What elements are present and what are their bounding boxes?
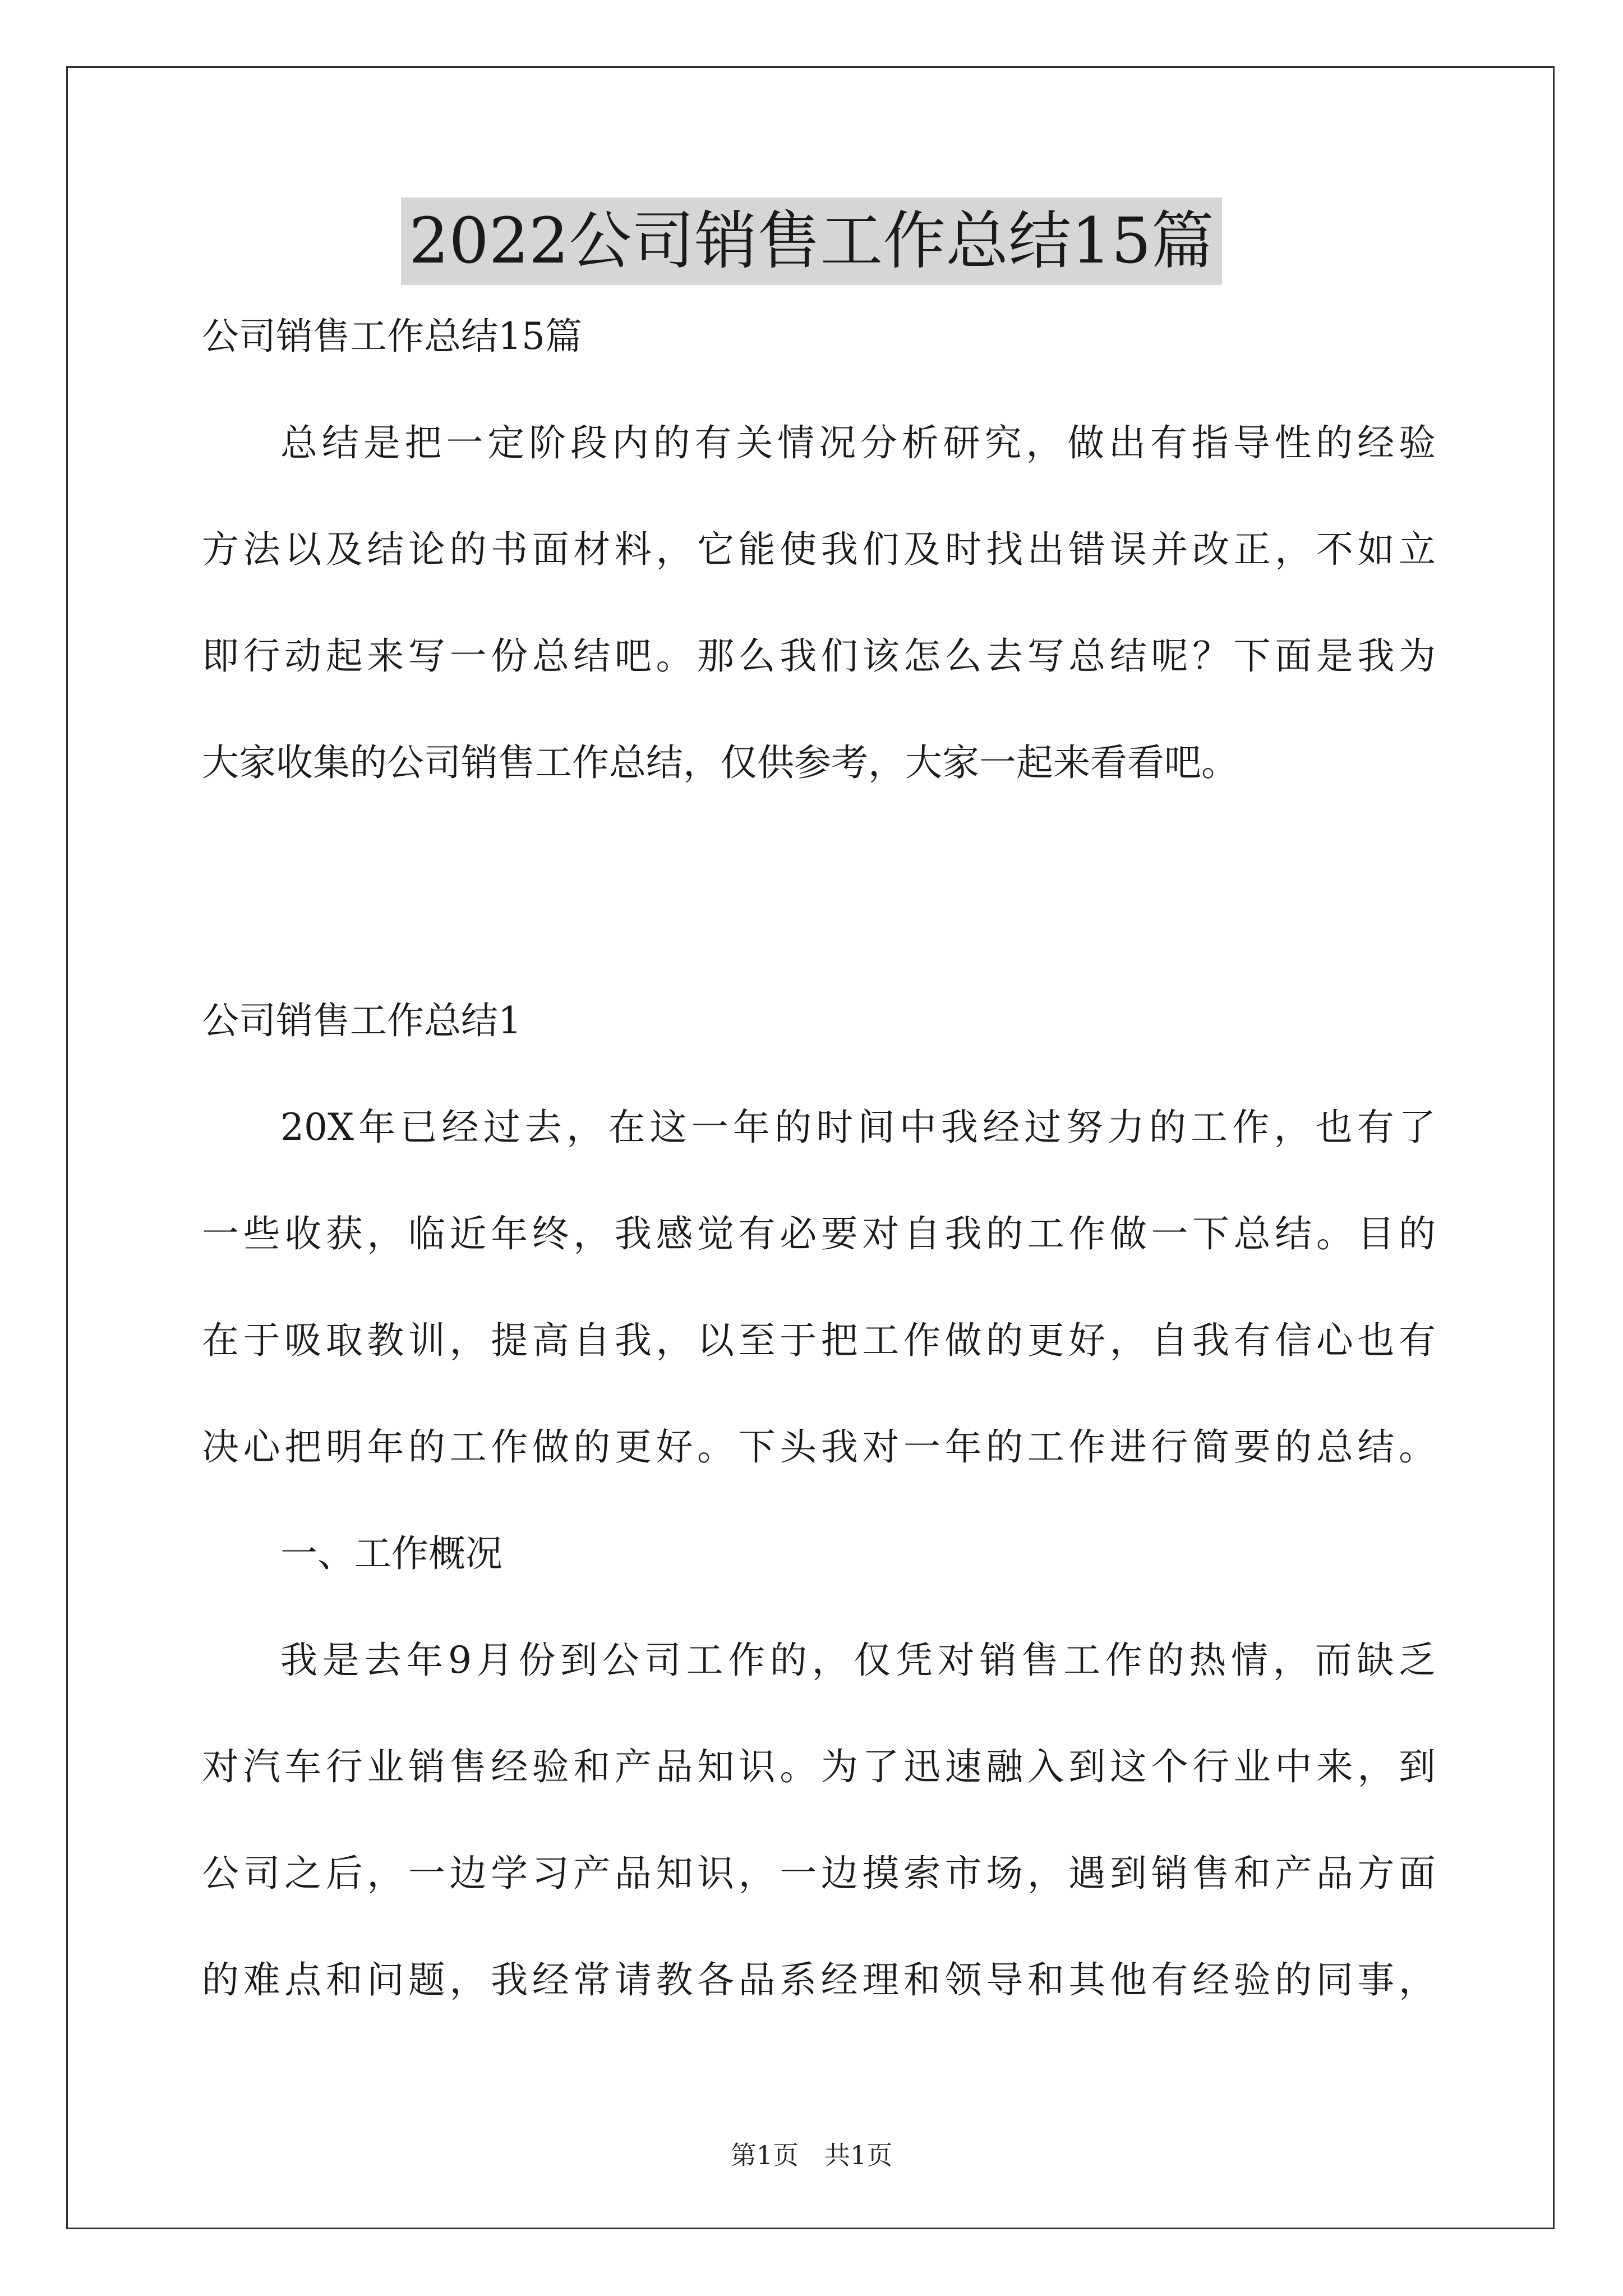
document-title <box>0 197 1623 276</box>
section-heading: 公司销售工作总结1 <box>202 999 522 1042</box>
document-title-text: 2022公司销售工作总结15篇 <box>401 197 1222 285</box>
intro-line: 总结是把一定阶段内的有关情况分析研究，做出有指导性的经验 <box>280 421 1436 464</box>
page-footer <box>0 2138 1623 2172</box>
paragraph-line: 在于吸取教训，提高自我，以至于把工作做的更好，自我有信心也有 <box>202 1319 1436 1362</box>
intro-line: 方法以及结论的书面材料，它能使我们及时找出错误并改正，不如立 <box>202 528 1436 571</box>
paragraph-line: 的难点和问题，我经常请教各品系经理和领导和其他有经验的同事， <box>202 1958 1436 2001</box>
subtitle: 公司销售工作总结15篇 <box>202 315 582 358</box>
paragraph-line: 我是去年9月份到公司工作的，仅凭对销售工作的热情，而缺乏 <box>280 1639 1436 1682</box>
page-number: 第1页 共1页 <box>730 2140 893 2170</box>
intro-line: 大家收集的公司销售工作总结，仅供参考，大家一起来看看吧。 <box>202 741 1238 784</box>
paragraph-line: 对汽车行业销售经验和产品知识。为了迅速融入到这个行业中来，到 <box>202 1745 1436 1788</box>
paragraph-line: 20X年已经过去，在这一年的时间中我经过努力的工作，也有了 <box>280 1106 1436 1149</box>
paragraph-line: 决心把明年的工作做的更好。下头我对一年的工作进行简要的总结。 <box>202 1425 1436 1469</box>
paragraph-line: 一些收获，临近年终，我感觉有必要对自我的工作做一下总结。目的 <box>202 1212 1436 1255</box>
subheading: 一、工作概况 <box>280 1532 502 1575</box>
intro-line: 即行动起来写一份总结吧。那么我们该怎么去写总结呢？下面是我为 <box>202 634 1436 678</box>
paragraph-line: 公司之后，一边学习产品知识，一边摸索市场，遇到销售和产品方面 <box>202 1852 1436 1895</box>
